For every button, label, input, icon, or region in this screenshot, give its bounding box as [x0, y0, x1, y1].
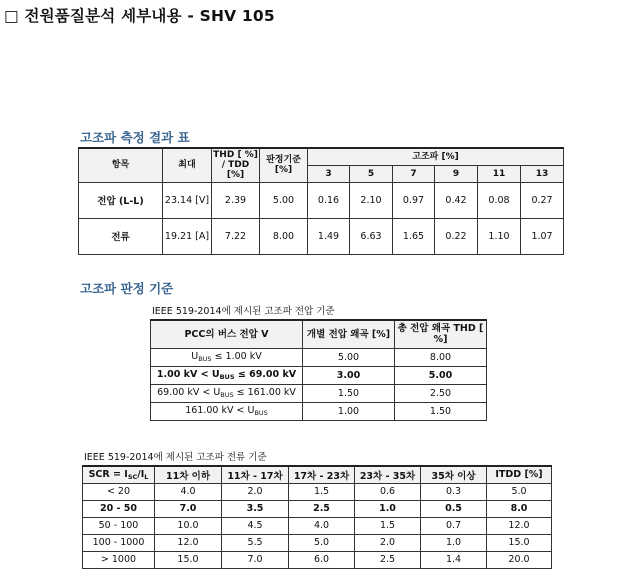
bus-voltage-range: $U_{BUS} \le 1.00$ kV: [151, 348, 303, 366]
cell-thd: 2.50: [395, 384, 487, 402]
cell-individual: 1.50: [303, 384, 395, 402]
cell-harmonic: 0.22: [435, 218, 478, 254]
cell-value: 1.5: [289, 483, 355, 500]
header-order: 3: [308, 165, 350, 182]
row-label: 전류: [79, 218, 163, 254]
cell-harmonic: 1.07: [521, 218, 564, 254]
cell-value: 2.0: [222, 483, 289, 500]
cell-thd: 7.22: [212, 218, 260, 254]
current-standard-table: [82, 465, 552, 569]
header-thd: 총 전압 왜곡 THD [ %]: [395, 320, 487, 348]
table-row: [79, 218, 564, 254]
cell-value: 2.5: [289, 500, 355, 517]
cell-thd: 1.50: [395, 402, 487, 420]
header-order-range: 23차 - 35차: [355, 466, 421, 483]
header-order-range: 35차 이상: [421, 466, 487, 483]
header-thd: THD [ %] / TDD [%]: [212, 148, 260, 182]
header-order: 11: [478, 165, 521, 182]
cell-value: 6.0: [289, 551, 355, 568]
cell-criteria: 5.00: [260, 182, 308, 218]
cell-value: 5.0: [487, 483, 552, 500]
cell-value: 1.5: [355, 517, 421, 534]
harmonic-results-table: [78, 147, 564, 255]
cell-value: 20.0: [487, 551, 552, 568]
cell-value: 0.3: [421, 483, 487, 500]
cell-value: 10.0: [155, 517, 222, 534]
cell-individual: 5.00: [303, 348, 395, 366]
table-row: [83, 500, 552, 517]
cell-thd: 2.39: [212, 182, 260, 218]
cell-scr: > 1000: [83, 551, 155, 568]
harmonic-results-title: 고조파 측정 결과 표: [80, 130, 190, 145]
bus-voltage-range: 1.00 kV < $U_{BUS} \le 69.00$ kV: [151, 366, 303, 384]
header-individual: 개별 전압 왜곡 [%]: [303, 320, 395, 348]
cell-harmonic: 6.63: [350, 218, 393, 254]
header-order-range: 17차 - 23차: [289, 466, 355, 483]
cell-value: 12.0: [155, 534, 222, 551]
cell-value: 2.0: [355, 534, 421, 551]
header-max: 최대: [163, 148, 212, 182]
header-criteria: 판정기준 [%]: [260, 148, 308, 182]
cell-harmonic: 0.16: [308, 182, 350, 218]
cell-value: 15.0: [487, 534, 552, 551]
header-scr: SCR = $I_{SC}/I_L$: [83, 466, 155, 483]
header-order: 13: [521, 165, 564, 182]
cell-value: 5.0: [289, 534, 355, 551]
header-order: 5: [350, 165, 393, 182]
current-standard-caption: IEEE 519-2014에 제시된 고조파 전류 기준: [84, 452, 267, 463]
cell-value: 5.5: [222, 534, 289, 551]
cell-max: 19.21 [A]: [163, 218, 212, 254]
table-row: [83, 534, 552, 551]
cell-value: 0.6: [355, 483, 421, 500]
cell-harmonic: 1.65: [393, 218, 435, 254]
cell-value: 4.0: [155, 483, 222, 500]
criteria-section-title: 고조파 판정 기준: [80, 281, 174, 296]
row-label: 전압 (L-L): [79, 182, 163, 218]
cell-harmonic: 2.10: [350, 182, 393, 218]
header-item: 항목: [79, 148, 163, 182]
voltage-standard-table: [150, 319, 487, 421]
cell-value: 2.5: [355, 551, 421, 568]
cell-max: 23.14 [V]: [163, 182, 212, 218]
cell-thd: 5.00: [395, 366, 487, 384]
cell-value: 7.0: [222, 551, 289, 568]
cell-harmonic: 0.42: [435, 182, 478, 218]
page-title: □ 전원품질분석 세부내용 - SHV 105: [4, 7, 275, 25]
cell-harmonic: 0.27: [521, 182, 564, 218]
header-order-range: 11차 - 17차: [222, 466, 289, 483]
cell-criteria: 8.00: [260, 218, 308, 254]
header-harmonics: 고조파 [%]: [308, 148, 564, 165]
cell-value: 3.5: [222, 500, 289, 517]
cell-value: 4.0: [289, 517, 355, 534]
cell-value: 1.0: [421, 534, 487, 551]
cell-harmonic: 1.49: [308, 218, 350, 254]
table-row: [83, 517, 552, 534]
cell-scr: 50 - 100: [83, 517, 155, 534]
cell-harmonic: 1.10: [478, 218, 521, 254]
bus-voltage-range: 161.00 kV < $U_{BUS}$: [151, 402, 303, 420]
cell-value: 8.0: [487, 500, 552, 517]
cell-scr: 20 - 50: [83, 500, 155, 517]
voltage-standard-caption: IEEE 519-2014에 제시된 고조파 전압 기준: [152, 306, 335, 317]
cell-harmonic: 0.97: [393, 182, 435, 218]
table-row: [151, 348, 487, 366]
cell-scr: 100 - 1000: [83, 534, 155, 551]
header-itdd: ITDD [%]: [487, 466, 552, 483]
cell-value: 7.0: [155, 500, 222, 517]
header-order: 7: [393, 165, 435, 182]
cell-value: 0.5: [421, 500, 487, 517]
cell-thd: 8.00: [395, 348, 487, 366]
table-row: [151, 384, 487, 402]
cell-value: 12.0: [487, 517, 552, 534]
cell-value: 15.0: [155, 551, 222, 568]
table-row: [83, 551, 552, 568]
cell-individual: 1.00: [303, 402, 395, 420]
header-bus-voltage: PCC의 버스 전압 V: [151, 320, 303, 348]
table-row: [151, 366, 487, 384]
cell-scr: < 20: [83, 483, 155, 500]
cell-value: 0.7: [421, 517, 487, 534]
table-row: [151, 402, 487, 420]
cell-value: 4.5: [222, 517, 289, 534]
cell-harmonic: 0.08: [478, 182, 521, 218]
cell-value: 1.0: [355, 500, 421, 517]
cell-individual: 3.00: [303, 366, 395, 384]
header-order: 9: [435, 165, 478, 182]
cell-value: 1.4: [421, 551, 487, 568]
table-row: [83, 483, 552, 500]
header-order-range: 11차 이하: [155, 466, 222, 483]
table-row: [79, 182, 564, 218]
bus-voltage-range: 69.00 kV < $U_{BUS} \le 161.00$ kV: [151, 384, 303, 402]
